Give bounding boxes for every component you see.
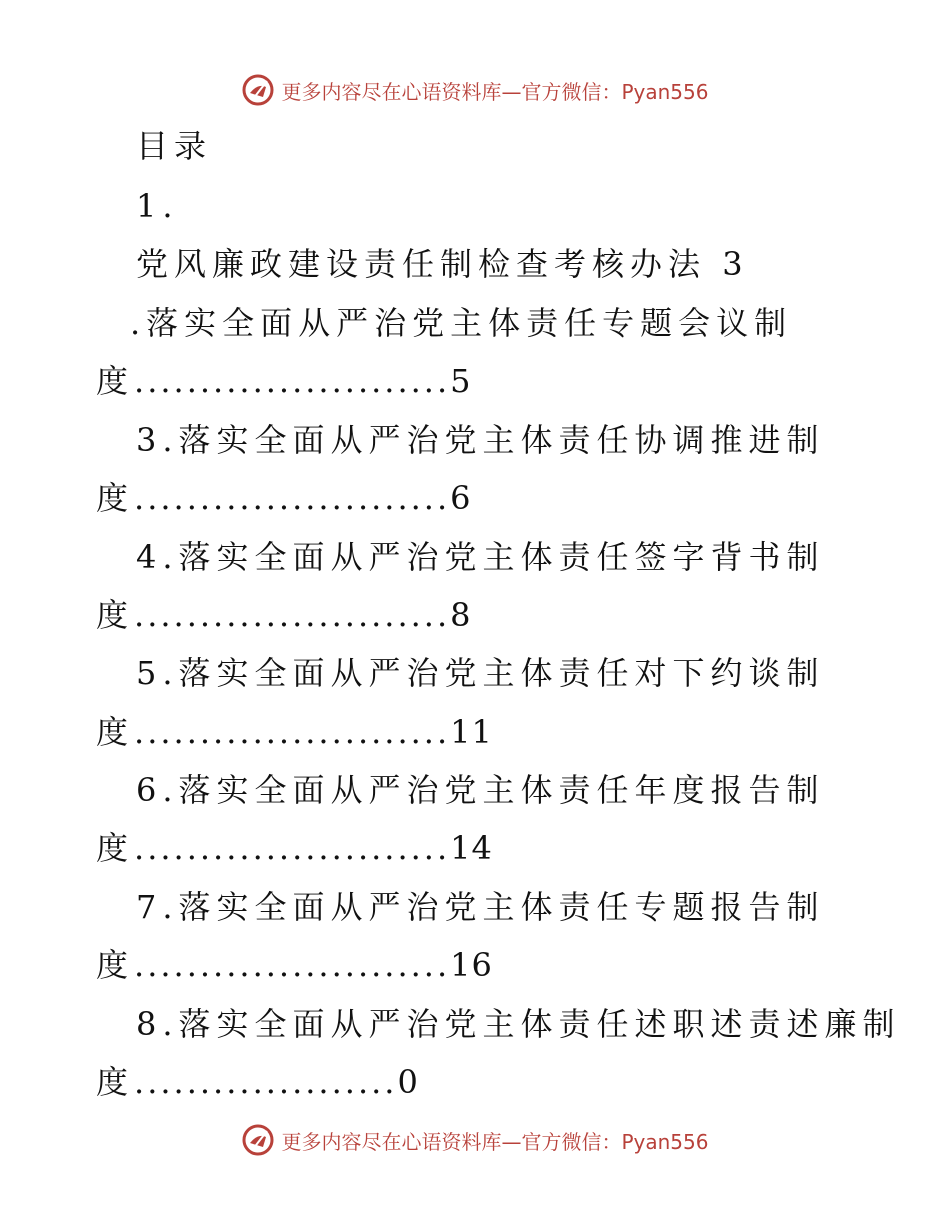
toc-entry-3	[136, 420, 825, 460]
toc-entry-4-continuation	[96, 595, 472, 635]
toc-entry-tail: 度	[96, 946, 135, 984]
toc-lead-number: 1.	[136, 187, 179, 225]
toc-entry-6-continuation	[96, 828, 493, 868]
toc-entry-5-continuation	[96, 712, 493, 752]
toc-entry-6	[136, 770, 825, 810]
toc-entry-title: 落实全面从严治党主体责任专题报告制	[178, 888, 825, 926]
toc-entry-page: 14	[450, 829, 493, 867]
toc-entry-page: 16	[450, 946, 493, 984]
toc-entry-page: 0	[397, 1063, 419, 1101]
toc-leader-dots: ........................	[134, 479, 451, 517]
toc-entry-2-continuation	[96, 361, 472, 401]
book-seal-icon	[241, 73, 275, 107]
toc-leader-dots: ........................	[134, 829, 451, 867]
toc-entry-tail: 度	[96, 1063, 135, 1101]
toc-entry-1	[136, 244, 749, 284]
toc-entry-3-continuation	[96, 478, 472, 518]
toc-entry-number: 6.	[136, 771, 179, 809]
toc-entry-tail: 度	[96, 362, 135, 400]
toc-entry-page: 5	[450, 362, 472, 400]
toc-entry-number: 7.	[136, 888, 179, 926]
toc-entry-5	[136, 653, 825, 693]
toc-entry-page: 3	[722, 245, 749, 283]
toc-entry-page: 8	[450, 596, 472, 634]
toc-entry-tail: 度	[96, 479, 135, 517]
toc-entry-8	[136, 1004, 901, 1044]
toc-entry-title: 党风廉政建设责任制检查考核办法	[136, 245, 707, 283]
toc-entry-title: 落实全面从严治党主体责任协调推进制	[178, 421, 825, 459]
toc-entry-title: 落实全面从严治党主体责任专题会议制	[146, 304, 793, 342]
toc-entry-4	[136, 537, 825, 577]
toc-entry-tail: 度	[96, 596, 135, 634]
toc-leader-dots: ........................	[134, 362, 451, 400]
toc-entry-tail: 度	[96, 829, 135, 867]
toc-entry-8-continuation	[96, 1062, 419, 1102]
toc-entry-page: 11	[450, 713, 493, 751]
book-seal-icon	[241, 1123, 275, 1157]
toc-entry-tail: 度	[96, 713, 135, 751]
footer-watermark-banner	[0, 1120, 950, 1160]
toc-entry-number: 8.	[136, 1005, 179, 1043]
toc-entry-title: 落实全面从严治党主体责任签字背书制	[178, 538, 825, 576]
toc-entry-title: 落实全面从严治党主体责任年度报告制	[178, 771, 825, 809]
toc-entry-number: 3.	[136, 421, 179, 459]
toc-entry-title: 落实全面从严治党主体责任述职述责述廉制	[178, 1005, 901, 1043]
toc-leader-dots: ........................	[134, 713, 451, 751]
watermark-text: 更多内容尽在心语资料库—官方微信：Pyan556	[281, 1129, 709, 1154]
toc-leader-dots: ....................	[134, 1063, 398, 1101]
toc-entry-page: 6	[450, 479, 472, 517]
header-watermark-banner	[0, 70, 950, 110]
toc-entry-number: 4.	[136, 538, 179, 576]
toc-entry-2	[130, 303, 792, 343]
toc-entry-7-continuation	[96, 945, 493, 985]
toc-entry-title: 落实全面从严治党主体责任对下约谈制	[178, 654, 825, 692]
toc-entry-number: .	[130, 304, 147, 342]
toc-leader-dots: ........................	[134, 596, 451, 634]
toc-leader-dots: ........................	[134, 946, 451, 984]
watermark-text: 更多内容尽在心语资料库—官方微信：Pyan556	[281, 79, 709, 104]
toc-entry-number: 5.	[136, 654, 179, 692]
toc-entry-7	[136, 887, 825, 927]
toc-title: 目录	[136, 127, 213, 165]
